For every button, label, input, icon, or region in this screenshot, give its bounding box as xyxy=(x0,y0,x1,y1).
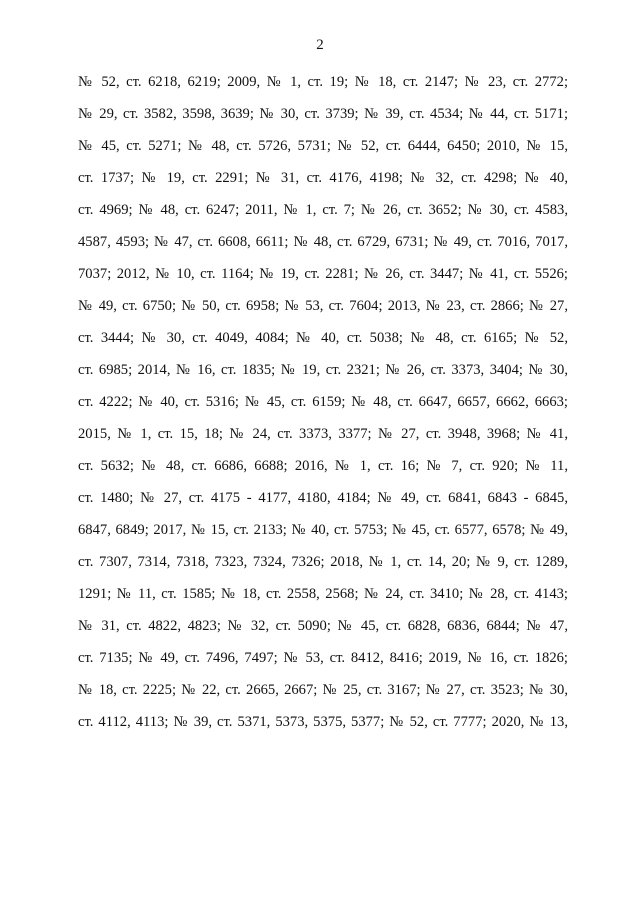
text-line: 1291; № 11, ст. 1585; № 18, ст. 2558, 2568; № 24, ст. 3410; № 28, ст. 4143; xyxy=(78,586,568,602)
text-line: ст. 4112, 4113; № 39, ст. 5371, 5373, 5375, 5377; № 52, ст. 7777; 2020, № 13, xyxy=(78,714,568,730)
text-line: ст. 1480; № 27, ст. 4175 - 4177, 4180, 4184; № 49, ст. 6841, 6843 - 6845, xyxy=(78,490,568,506)
text-line: 2015, № 1, ст. 15, 18; № 24, ст. 3373, 3377; № 27, ст. 3948, 3968; № 41, xyxy=(78,426,568,442)
text-line: 7037; 2012, № 10, ст. 1164; № 19, ст. 2281; № 26, ст. 3447; № 41, ст. 5526; xyxy=(78,266,568,282)
page-number: 2 xyxy=(316,37,324,53)
text-line: ст. 4969; № 48, ст. 6247; 2011, № 1, ст. 7; № 26, ст. 3652; № 30, ст. 4583, xyxy=(78,202,568,218)
document-body xyxy=(78,70,568,742)
text-line: № 31, ст. 4822, 4823; № 32, ст. 5090; № 45, ст. 6828, 6836, 6844; № 47, xyxy=(78,618,568,634)
text-line: ст. 6985; 2014, № 16, ст. 1835; № 19, ст. 2321; № 26, ст. 3373, 3404; № 30, xyxy=(78,362,568,378)
text-line: ст. 5632; № 48, ст. 6686, 6688; 2016, № 1, ст. 16; № 7, ст. 920; № 11, xyxy=(78,458,568,474)
text-line: № 45, ст. 5271; № 48, ст. 5726, 5731; № 52, ст. 6444, 6450; 2010, № 15, xyxy=(78,138,568,154)
text-line: ст. 4222; № 40, ст. 5316; № 45, ст. 6159; № 48, ст. 6647, 6657, 6662, 6663; xyxy=(78,394,568,410)
text-line: № 29, ст. 3582, 3598, 3639; № 30, ст. 3739; № 39, ст. 4534; № 44, ст. 5171; xyxy=(78,106,568,122)
text-line: ст. 7307, 7314, 7318, 7323, 7324, 7326; 2018, № 1, ст. 14, 20; № 9, ст. 1289, xyxy=(78,554,568,570)
text-line: ст. 3444; № 30, ст. 4049, 4084; № 40, ст. 5038; № 48, ст. 6165; № 52, xyxy=(78,330,568,346)
text-line: № 18, ст. 2225; № 22, ст. 2665, 2667; № 25, ст. 3167; № 27, ст. 3523; № 30, xyxy=(78,682,568,698)
text-line: ст. 7135; № 49, ст. 7496, 7497; № 53, ст. 8412, 8416; 2019, № 16, ст. 1826; xyxy=(78,650,568,666)
text-line: 4587, 4593; № 47, ст. 6608, 6611; № 48, ст. 6729, 6731; № 49, ст. 7016, 7017, xyxy=(78,234,568,250)
text-line: ст. 1737; № 19, ст. 2291; № 31, ст. 4176, 4198; № 32, ст. 4298; № 40, xyxy=(78,170,568,186)
text-line: № 49, ст. 6750; № 50, ст. 6958; № 53, ст. 7604; 2013, № 23, ст. 2866; № 27, xyxy=(78,298,568,314)
text-line: 6847, 6849; 2017, № 15, ст. 2133; № 40, ст. 5753; № 45, ст. 6577, 6578; № 49, xyxy=(78,522,568,538)
text-line: № 52, ст. 6218, 6219; 2009, № 1, ст. 19; № 18, ст. 2147; № 23, ст. 2772; xyxy=(78,74,568,90)
